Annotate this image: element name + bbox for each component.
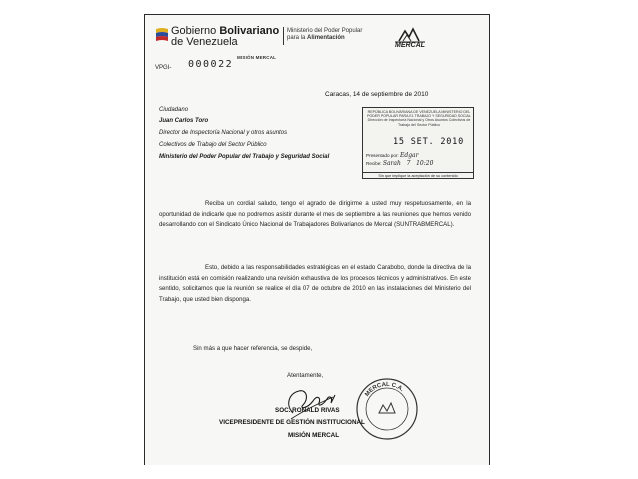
body-paragraph-1: Reciba un cordial saludo, tengo el agrado de dirigirme a usted muy respetuosamente, en la oportunidad de indicarle que no podremos asistir durante el mes de septiembre a las reuniones que hemos venido desarrollando con el Sindicato Único Nacional de Trabajadores Bolivarianos de Mercal (SUNTRABMERCAL). xyxy=(159,200,471,229)
addressee-ministry: Ministerio del Poder Popular del Trabajo y Seguridad Social xyxy=(159,154,330,160)
addressee-salutation: Ciudadano xyxy=(159,107,189,113)
government-name-line1: Gobierno Bolivariano xyxy=(171,25,280,37)
reference-prefix: VPGI- xyxy=(155,65,172,71)
signatory-title: VICEPRESIDENTE DE GESTIÓN INSTITUCIONAL xyxy=(219,419,365,426)
body-paragraph-2: Esto, debido a las responsabilidades estratégicas en el estado Carabobo, donde la directiva de la institución está en comisión realizando una revisión exhaustiva de los procesos técnicos y administrativos. En este sentido, solicitamos que la reunión se realice el día 07 de octubre de 2010 en las instalaciones del Ministerio del Trabajo, que usted bien disponga. xyxy=(159,264,471,304)
reference-number: 000022 xyxy=(188,59,234,70)
signatory-org: MISIÓN MERCAL xyxy=(288,432,340,439)
regards-line: Atentamente, xyxy=(287,372,324,379)
date-line: Caracas, 14 de septiembre de 2010 xyxy=(325,91,429,98)
addressee-position: Director de Inspectoría Nacional y otros asuntos xyxy=(159,130,288,136)
ministry-line1: Ministerio del Poder Popular xyxy=(287,28,363,34)
addressee-department: Colectivos de Trabajo del Sector Público xyxy=(159,142,267,148)
stamp-date: 15 SET. 2010 xyxy=(393,137,465,147)
mercal-logo-text: MERCAL xyxy=(395,42,425,49)
signatory-name: SOC. RONALD RIVAS xyxy=(275,407,340,414)
stamp-header: REPÚBLICA BOLIVARIANA DE VENEZUELA MINISTERIO DEL PODER POPULAR PARA EL TRABAJO Y SEGURIDAD SOCIAL Dirección de Inspectoría Nacional y Otros Asuntos Colectivos de Trabajo del Sector Público xyxy=(367,110,471,127)
addressee-name: Juan Carlos Toro xyxy=(159,118,209,124)
venezuela-flag-icon xyxy=(155,27,169,43)
mision-label: MISIÓN MERCAL xyxy=(237,55,277,60)
government-name-line2: de Venezuela xyxy=(171,36,238,48)
ministry-line2: para la Alimentación xyxy=(287,35,345,41)
letterhead xyxy=(155,25,485,51)
header-divider xyxy=(283,27,284,45)
reception-stamp xyxy=(362,107,474,179)
mercal-seal-icon xyxy=(355,377,419,441)
svg-text:MERCAL C.A.: MERCAL C.A. xyxy=(364,381,405,398)
stamp-presented: Presentado por: Edgar xyxy=(366,152,419,159)
handwritten-signature-icon xyxy=(263,375,363,425)
letter-page xyxy=(144,14,490,465)
closing-line: Sin más a que hacer referencia, se despide, xyxy=(193,345,313,352)
stamp-received: Recibe: Sarah 7 10:20 xyxy=(366,160,434,167)
stamp-footer: Sin que implique la aceptación de su contenido xyxy=(363,172,473,178)
